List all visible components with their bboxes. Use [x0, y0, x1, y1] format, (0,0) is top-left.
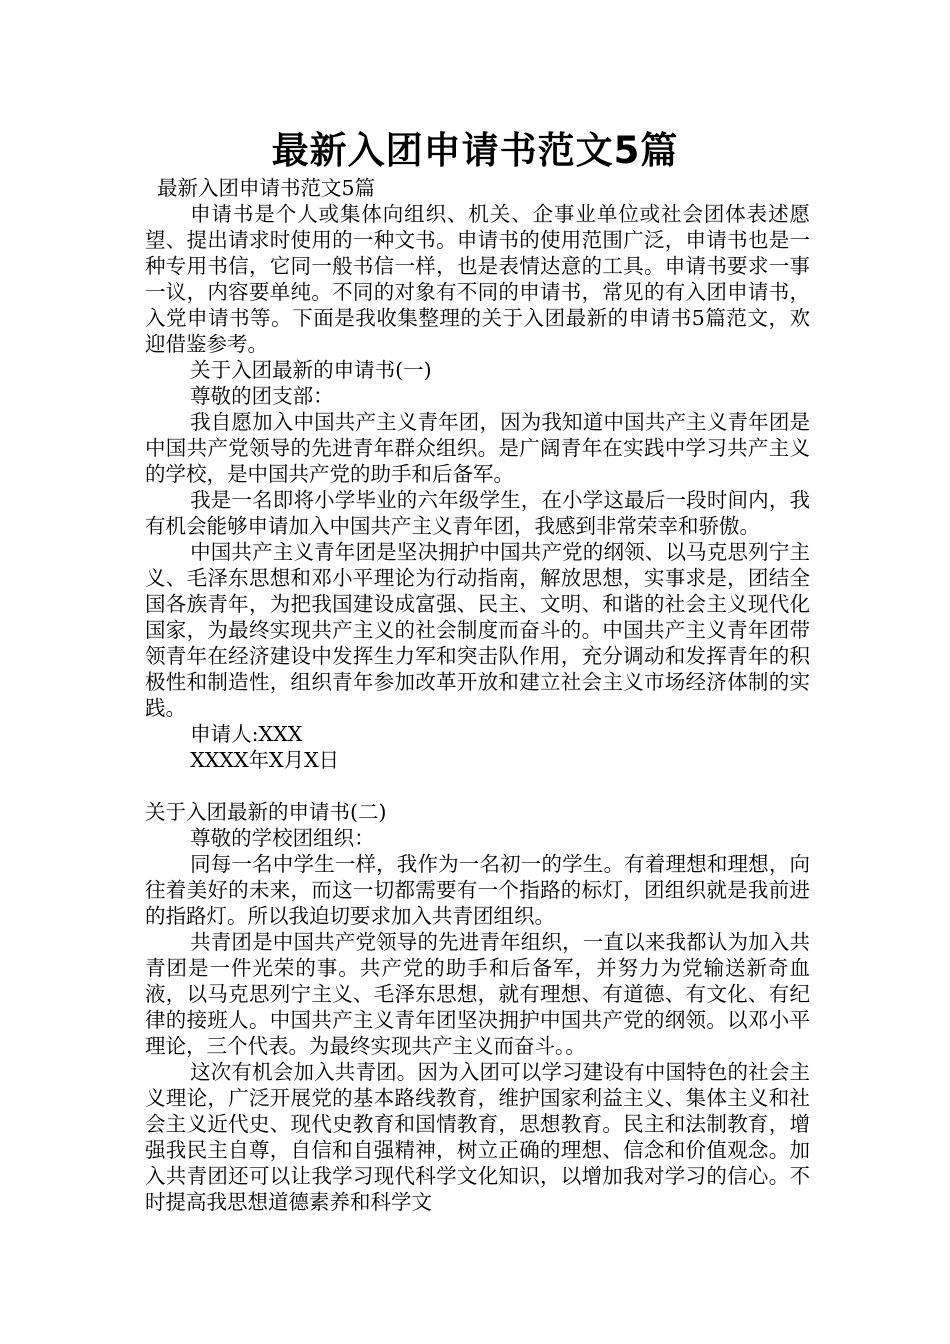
letter1-paragraph: 中国共产主义青年团是坚决拥护中国共产党的纲领、以马克思列宁主义、毛泽东思想和邓小平理论为行动指南，解放思想，实事求是，团结全国各族青年，为把我国建设成富强、民主、文明、和谐的社会主义现代化国家，为最终实现共产主义的社会制度而奋斗的。中国共产主义青年团带领青年在经济建设中发挥生力军和突击队作用，充分调动和发挥青年的积极性和制造性，组织青年参加改革开放和建立社会主义市场经济体制的实践。 — [145, 540, 810, 720]
letter2-salutation: 尊敬的学校团组织： — [190, 826, 375, 850]
document-subtitle: 最新入团申请书范文5篇 — [157, 176, 376, 200]
letter2-heading: 关于入团最新的申请书(二) — [145, 800, 387, 824]
section-spacer — [145, 773, 810, 799]
letter1-signature: 申请人:XXX — [190, 722, 303, 746]
letter1-heading: 关于入团最新的申请书(一) — [190, 358, 432, 382]
intro-paragraph: 申请书是个人或集体向组织、机关、企事业单位或社会团体表述愿望、提出请求时使用的一种文书。申请书的使用范围广泛，申请书也是一种专用书信，它同一般书信一样，也是表情达意的工具。申请书要求一事一议，内容要单纯。不同的对象有不同的申请书，常见的有入团申请书，入党申请书等。下面是我收集整理的关于入团最新的申请书5篇范文，欢迎借鉴参考。 — [145, 202, 810, 356]
letter1-paragraph: 我是一名即将小学毕业的六年级学生，在小学这最后一段时间内，我有机会能够申请加入中国共产主义青年团，我感到非常荣幸和骄傲。 — [145, 488, 810, 538]
letter2-paragraph: 同每一名中学生一样，我作为一名初一的学生。有着理想和理想，向往着美好的未来，而这一切都需要有一个指路的标灯，团组织就是我前进的指路灯。所以我迫切要求加入共青团组织。 — [145, 852, 810, 928]
document-body — [145, 175, 810, 1215]
letter1-date: XXXX年X月X日 — [190, 748, 340, 772]
document-title: 最新入团申请书范文5篇 — [271, 129, 679, 172]
letter1-paragraph: 我自愿加入中国共产主义青年团，因为我知道中国共产主义青年团是中国共产党领导的先进青年群众组织。是广阔青年在实践中学习共产主义的学校，是中国共产党的助手和后备军。 — [145, 410, 810, 486]
letter1-salutation: 尊敬的团支部： — [190, 384, 334, 408]
letter2-paragraph: 共青团是中国共产党领导的先进青年组织，一直以来我都认为加入共青团是一件光荣的事。共产党的助手和后备军，并努力为党输送新奇血液，以马克思列宁主义、毛泽东思想，就有理想、有道德、有文化、有纪律的接班人。中国共产主义青年团坚决拥护中国共产党的纲领。以邓小平理论，三个代表。为最终实现共产主义而奋斗。。 — [145, 930, 810, 1058]
letter2-paragraph: 这次有机会加入共青团。因为入团可以学习建设有中国特色的社会主义理论，广泛开展党的基本路线教育，维护国家利益主义、集体主义和社会主义近代史、现代史教育和国情教育，思想教育。民主和法制教育，增强我民主自尊，自信和自强精神，树立正确的理想、信念和价值观念。加入共青团还可以让我学习现代科学文化知识，以增加我对学习的信心。不时提高我思想道德素养和科学文 — [145, 1060, 810, 1214]
